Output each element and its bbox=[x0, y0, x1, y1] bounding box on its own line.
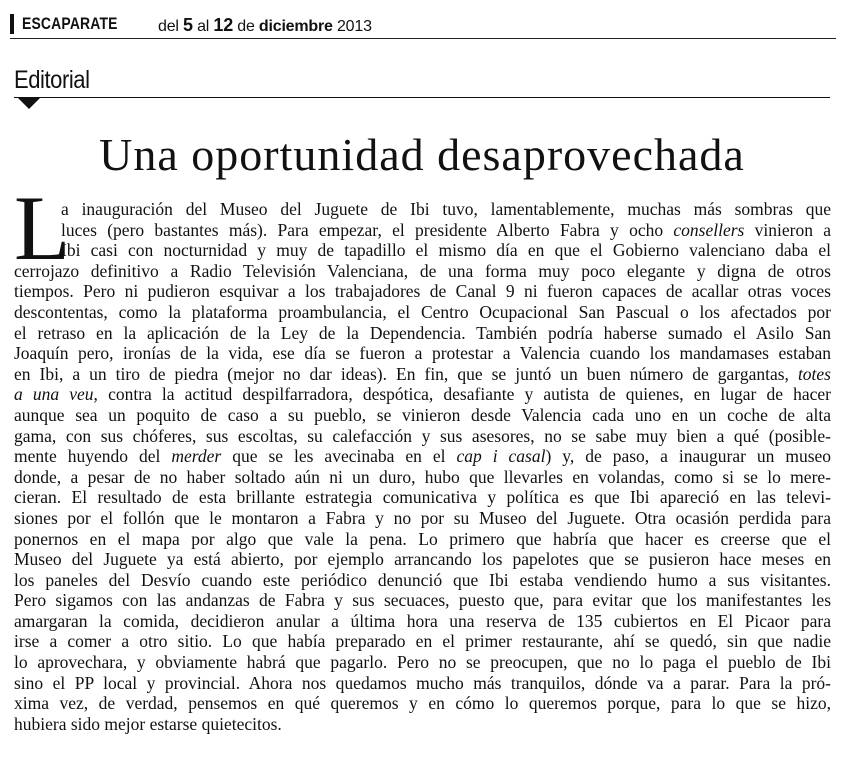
rubric-rule bbox=[14, 97, 830, 98]
article-body bbox=[14, 199, 831, 734]
body-line: siones por el follón que le montaron a Fabra y no por su Museo del Juguete. Otra ocasión perdida para bbox=[14, 507, 831, 528]
header-rule-mark bbox=[10, 14, 14, 34]
page-header bbox=[10, 12, 836, 39]
italic-term: totes bbox=[797, 363, 831, 384]
body-line: el retraso en la aplicación de la Ley de la Dependencia. También podría haberse sumado el Asilo San bbox=[14, 322, 831, 343]
rubric-arrow-icon bbox=[18, 98, 40, 109]
date-prefix: del bbox=[158, 18, 179, 35]
italic-term: consellers bbox=[673, 219, 745, 240]
body-line: Museo del Juguete ya está abierto, por ejemplo arrancando los papelotes que se pusieron hace meses en bbox=[14, 549, 831, 570]
body-line: luces (pero bastantes más). Para empezar, el presidente Alberto Fabra y ocho consellers vinieron a bbox=[61, 219, 832, 240]
date-month: diciembre bbox=[258, 18, 333, 35]
body-line: xima vez, de verdad, pensemos en qué queremos y en cómo lo queremos porque, para lo que se hizo, bbox=[14, 693, 831, 714]
body-line: irse a comer a otro sitio. Lo que había preparado en el primer restaurante, ahí se quedó, sin que nadie bbox=[14, 631, 831, 652]
body-line: a una veu, contra la actitud despilfarradora, despótica, desafiante y autista de quienes, en lugar de hacer bbox=[14, 384, 832, 405]
body-line: Ibi casi con nocturnidad y muy de tapadillo el mismo día en que el Gobierno valenciano daba el bbox=[61, 240, 831, 261]
body-line: donde, a pesar de no haber soltado aún ni un duro, hubo que llevarles en volandas, como si se lo mere- bbox=[14, 466, 831, 487]
body-line: cieran. El resultado de esta brillante estrategia comunicativa y política es que Ibi apareció en las televi- bbox=[14, 487, 831, 508]
body-line: aunque sea un poquito de caso a su pueblo, se vinieron desde Valencia cada uno en un coche de alta bbox=[14, 404, 831, 425]
body-line: los paneles del Desvío cuando este periódico denunció que Ibi estaba vendiendo humo a sus visitantes. bbox=[14, 569, 831, 590]
body-line: en Ibi, a un tiro de piedra (mejor no dar ideas). En fin, que se juntó un buen número de gargantas, totes bbox=[14, 363, 831, 384]
italic-term: merder bbox=[171, 446, 222, 467]
body-line: ponernos en el mapa por algo que vale la pena. Lo primero que habría que hacer es creerse que el bbox=[14, 528, 831, 549]
date-start: 5 bbox=[183, 15, 193, 35]
body-line: a inauguración del Museo del Juguete de Ibi tuvo, lamentablemente, muchas más sombras que bbox=[61, 199, 831, 219]
section-name: ESCAPARATE bbox=[22, 14, 118, 33]
issue-date bbox=[158, 15, 372, 36]
date-mid: al bbox=[197, 18, 210, 35]
body-line: amargaran la comida, decidieron anular a última hora una reserva de 135 cubiertos en El Picaor para bbox=[14, 610, 831, 631]
drop-cap: L bbox=[14, 177, 71, 279]
italic-term: cap i casal bbox=[456, 446, 546, 467]
body-line: mente huyendo del merder que se les avecinaba en el cap i casal) y, de paso, a inaugurar un museo bbox=[14, 446, 832, 467]
rubric-title: Editorial bbox=[14, 66, 90, 94]
body-line: descontentas, como la plataforma proambulancia, el Centro Ocupacional San Pascual o los afectados por bbox=[14, 301, 831, 322]
body-line: gama, con sus chóferes, sus escoltas, su calefacción y sus asesores, no se sabe muy bien a qué (posible- bbox=[14, 425, 831, 446]
body-line: cerrojazo definitivo a Radio Televisión Valenciana, de una forma muy poco elegante y digna de otros bbox=[14, 260, 831, 281]
body-line: Joaquín pero, ironías de la vida, ese día se fueron a protestar a Valencia cuando los mandamases estaban bbox=[14, 343, 831, 364]
italic-term: a una veu bbox=[14, 384, 94, 405]
body-line: lo aprovechara, y obviamente habrá que pagarlo. Pero no se preocupen, que no lo paga el pueblo de Ibi bbox=[14, 652, 831, 673]
article-headline: Una oportunidad desaprovechada bbox=[99, 129, 745, 180]
date-de: de bbox=[237, 18, 255, 35]
body-line: tiempos. Pero ni pudieron esquivar a los trabajadores de Canal 9 ni fueron capaces de acallar otras voces bbox=[14, 281, 831, 302]
body-line: Pero sigamos con las andanzas de Fabra y sus secuaces, puesto que, para evitar que los manifestantes les bbox=[14, 590, 831, 611]
body-line: sino el PP local y provincial. Ahora nos quedamos mucho más tranquilos, dónde va a parar. Para la pró- bbox=[14, 672, 831, 693]
body-line: hubiera sido mejor estarse quietecitos. bbox=[14, 713, 282, 734]
date-year: 2013 bbox=[336, 18, 372, 35]
date-end: 12 bbox=[213, 15, 234, 35]
